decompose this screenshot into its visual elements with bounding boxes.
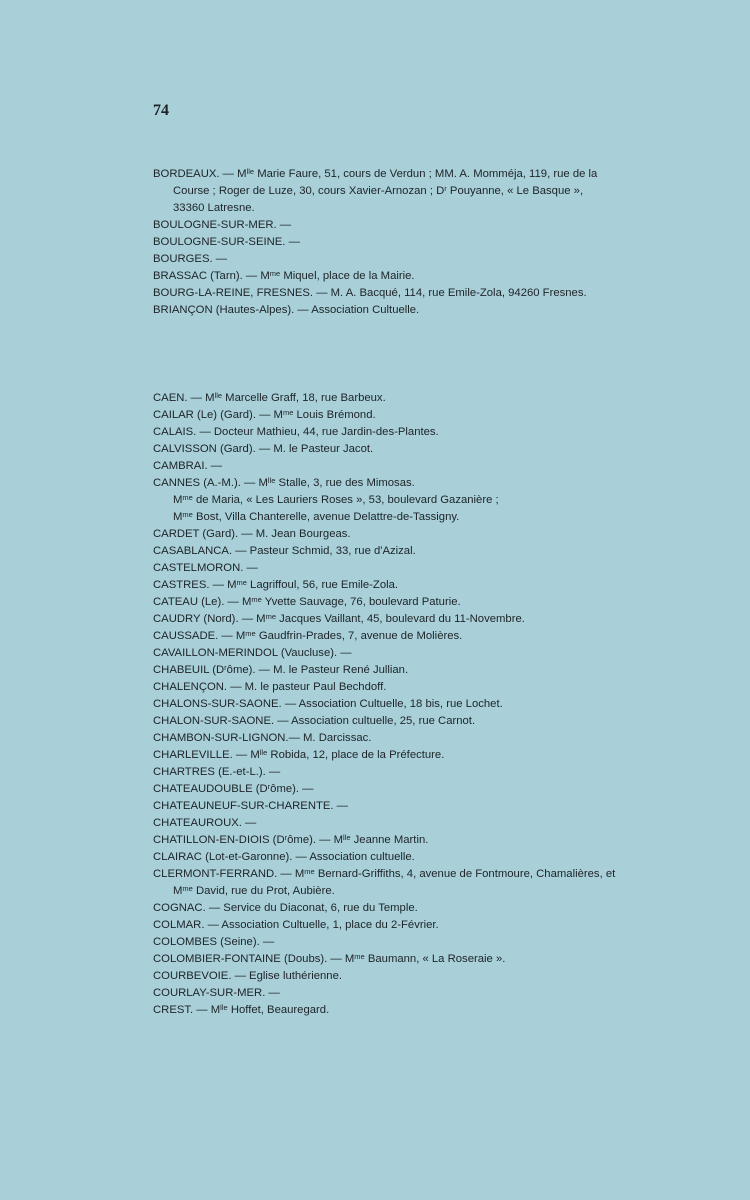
list-item <box>153 730 673 747</box>
list-item <box>153 251 673 268</box>
entry-line: BOULOGNE-SUR-SEINE. — <box>153 236 300 248</box>
entry-line: CAEN. — $M^{lle}$ Marcelle Graff, 18, rue Barbeux. <box>153 391 386 404</box>
list-item <box>153 1002 673 1019</box>
entry-line: CHALON-SUR-SAONE. — Association cultuelle, 25, rue Carnot. <box>153 715 476 727</box>
list-item <box>153 611 673 628</box>
entry-line: CHABEUIL $(D^rôme)$. — M. le Pasteur René Jullian. <box>153 663 409 676</box>
list-item <box>153 234 673 251</box>
entry-line: CHATEAUDOUBLE $(D^rôme)$. — <box>153 782 314 795</box>
entry-continuation: $M^{me}$ David, rue du Prot, Aubière. <box>173 884 335 897</box>
list-item <box>153 832 673 849</box>
entry-line: CAVAILLON-MERINDOL (Vaucluse). — <box>153 647 352 659</box>
list-item <box>153 424 673 441</box>
list-item <box>153 968 673 985</box>
list-item <box>153 900 673 917</box>
entry-continuation: $M^{me}$ de Maria, « Les Lauriers Roses », 53, boulevard Gazanière ; <box>173 493 499 506</box>
list-item <box>153 268 673 285</box>
list-item <box>153 798 673 815</box>
entry-line: CASTELMORON. — <box>153 562 258 574</box>
entry-line: CHALONS-SUR-SAONE. — Association Cultuelle, 18 bis, rue Lochet. <box>153 698 503 710</box>
list-item <box>153 815 673 832</box>
list-item <box>153 526 673 543</box>
entry-line: CASABLANCA. — Pasteur Schmid, 33, rue d'Azizal. <box>153 545 416 557</box>
entry-line: CASTRES. — $M^{me}$ Lagriffoul, 56, rue Emile-Zola. <box>153 578 399 591</box>
entry-line: CLERMONT-FERRAND. — $M^{me}$ Bernard-Griffiths, 4, avenue de Fontmoure, Chamalières, et <box>153 867 616 880</box>
entry-line: CAUDRY (Nord). — $M^{me}$ Jacques Vaillant, 45, boulevard du 11-Novembre. <box>153 612 525 625</box>
list-item <box>153 917 673 934</box>
list-item <box>153 166 673 217</box>
list-item <box>153 560 673 577</box>
list-item <box>153 577 673 594</box>
list-item <box>153 302 673 319</box>
list-item <box>153 543 673 560</box>
entry-line: CHATEAUROUX. — <box>153 817 257 829</box>
entry-continuation: Course ; Roger de Luze, 30, cours Xavier-Arnozan ; $D^r$ Pouyanne, « Le Basque », <box>173 184 584 197</box>
list-item <box>153 696 673 713</box>
list-item <box>153 747 673 764</box>
list-item <box>153 441 673 458</box>
list-item <box>153 285 673 302</box>
list-item <box>153 475 673 526</box>
entry-line: COURBEVOIE. — Eglise luthérienne. <box>153 970 342 982</box>
entry-line: BRASSAC (Tarn). — $M^{me}$ Miquel, place de la Mairie. <box>153 269 415 282</box>
list-item <box>153 985 673 1002</box>
entry-line: CATEAU (Le). — $M^{me}$ Yvette Sauvage, 76, boulevard Paturie. <box>153 595 461 608</box>
list-item <box>153 679 673 696</box>
list-item <box>153 390 673 407</box>
correspondents-list-c <box>153 390 673 1019</box>
list-item <box>153 849 673 866</box>
list-item <box>153 662 673 679</box>
entry-line: BRIANÇON (Hautes-Alpes). — Association Cultuelle. <box>153 304 420 316</box>
entry-line: CHALENÇON. — M. le pasteur Paul Bechdoff. <box>153 681 387 693</box>
entry-line: CALVISSON (Gard). — M. le Pasteur Jacot. <box>153 443 374 455</box>
entry-line: COLOMBIER-FONTAINE (Doubs). — $M^{me}$ Baumann, « La Roseraie ». <box>153 952 506 965</box>
list-item <box>153 407 673 424</box>
list-item <box>153 951 673 968</box>
list-item <box>153 866 673 900</box>
entry-line: COLMAR. — Association Cultuelle, 1, place du 2-Février. <box>153 919 439 931</box>
entry-line: CAUSSADE. — $M^{me}$ Gaudfrin-Prades, 7, avenue de Molières. <box>153 629 463 642</box>
entry-continuation: 33360 Latresne. <box>173 202 255 214</box>
list-item <box>153 594 673 611</box>
entry-line: CANNES (A.-M.). — $M^{lle}$ Stalle, 3, rue des Mimosas. <box>153 476 415 489</box>
entry-line: CHATILLON-EN-DIOIS $(D^rôme)$. — $M^{lle}$ Jeanne Martin. <box>153 833 429 846</box>
entry-line: CLAIRAC (Lot-et-Garonne). — Association cultuelle. <box>153 851 415 863</box>
list-item <box>153 645 673 662</box>
entry-line: CALAIS. — Docteur Mathieu, 44, rue Jardin-des-Plantes. <box>153 426 439 438</box>
entry-line: CARDET (Gard). — M. Jean Bourgeas. <box>153 528 351 540</box>
entry-line: BOURGES. — <box>153 253 228 265</box>
entry-line: BOULOGNE-SUR-MER. — <box>153 219 292 231</box>
entry-line: CREST. — $M^{lle}$ Hoffet, Beauregard. <box>153 1003 330 1016</box>
correspondents-list-b <box>153 166 673 319</box>
entry-line: COLOMBES (Seine). — <box>153 936 275 948</box>
list-item <box>153 713 673 730</box>
entry-line: BORDEAUX. — $M^{lle}$ Marie Faure, 51, cours de Verdun ; MM. A. Momméja, 119, rue de la <box>153 167 598 180</box>
entry-line: CHARLEVILLE. — $M^{lle}$ Robida, 12, place de la Préfecture. <box>153 748 445 761</box>
list-item <box>153 764 673 781</box>
entry-line: CAILAR (Le) (Gard). — $M^{me}$ Louis Brémond. <box>153 408 376 421</box>
entry-line: CAMBRAI. — <box>153 460 223 472</box>
entry-line: BOURG-LA-REINE, FRESNES. — M. A. Bacqué, 114, rue Emile-Zola, 94260 Fresnes. <box>153 287 587 299</box>
entry-line: CHATEAUNEUF-SUR-CHARENTE. — <box>153 800 348 812</box>
list-item <box>153 934 673 951</box>
entry-line: COURLAY-SUR-MER. — <box>153 987 280 999</box>
entry-line: CHARTRES (E.-et-L.). — <box>153 766 281 778</box>
page-number: 74 <box>153 102 169 119</box>
list-item <box>153 628 673 645</box>
entry-line: CHAMBON-SUR-LIGNON.— M. Darcissac. <box>153 732 372 744</box>
list-item <box>153 458 673 475</box>
list-item <box>153 217 673 234</box>
entry-line: COGNAC. — Service du Diaconat, 6, rue du Temple. <box>153 902 418 914</box>
entry-continuation: $M^{me}$ Bost, Villa Chanterelle, avenue Delattre-de-Tassigny. <box>173 510 460 523</box>
list-item <box>153 781 673 798</box>
